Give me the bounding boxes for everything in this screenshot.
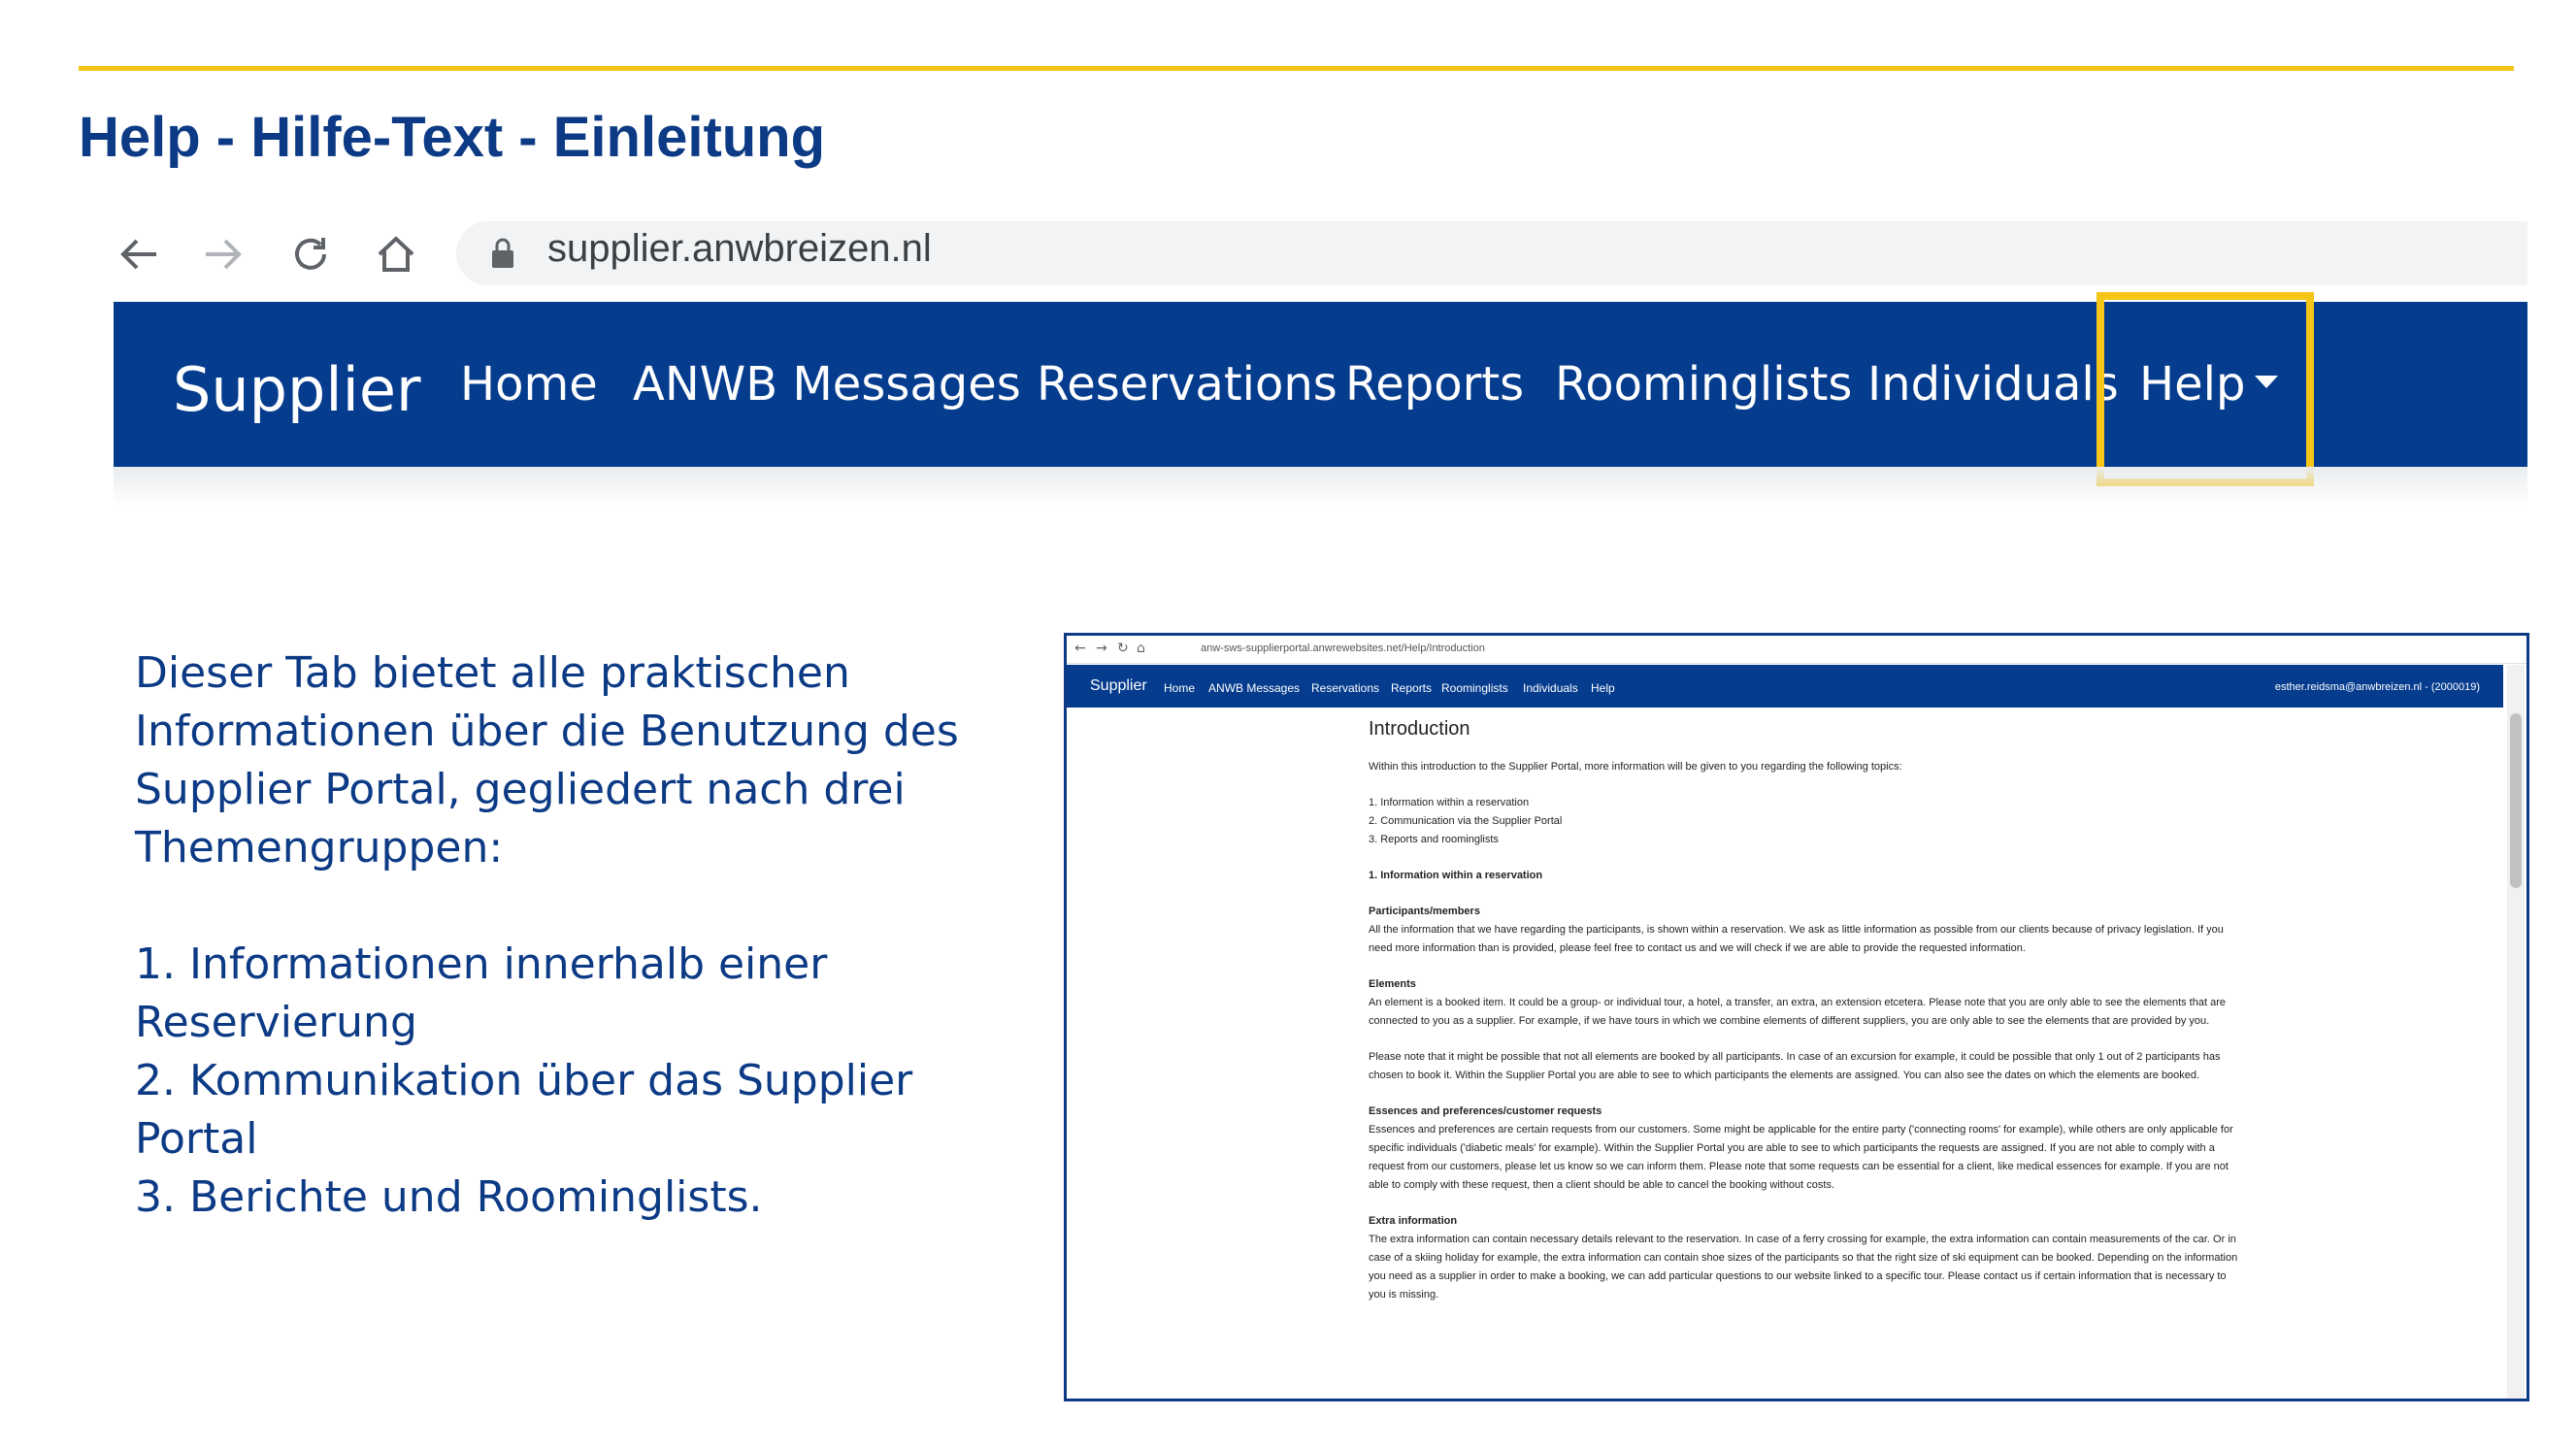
title-underline-rule — [79, 66, 2514, 71]
nav-item-home[interactable]: Home — [460, 357, 598, 412]
topic-item-3: 3. Berichte und Roominglists. — [135, 1172, 763, 1222]
nav-item-roominglists[interactable]: Roominglists — [1555, 357, 1853, 412]
screenshot-back-icon: ← — [1074, 641, 1086, 656]
nav-item-reports[interactable]: Reports — [1345, 357, 1525, 412]
back-arrow-icon[interactable] — [110, 225, 168, 283]
screenshot-brand: Supplier — [1090, 677, 1147, 694]
forward-arrow-icon[interactable] — [194, 225, 252, 283]
screenshot-nav-reports: Reports — [1391, 681, 1433, 695]
screenshot-topic-3: 3. Reports and roominglists — [1369, 834, 1499, 845]
description-text — [135, 644, 1008, 1227]
home-icon[interactable] — [367, 225, 425, 283]
screenshot-nav-messages: ANWB Messages — [1208, 681, 1301, 695]
screenshot-section-heading: 1. Information within a reservation — [1369, 870, 1543, 881]
nav-item-anwb-messages[interactable]: ANWB Messages — [633, 357, 1021, 412]
screenshot-subsection-text: The extra information can contain necessary details relevant to the reservation. In case of a ferry crossing for example, the extra information can contain measurements of the car. Or in case of a skiing holiday for example, the extra information can contain shoe sizes of the participants so that the right size of ski equipment can be booked. Depending on the information you need as a supplier in order to make a booking, we can add particular questions to our website linked to a specific tour. Please contact us if certain information that is necessary to you is missing. — [1369, 1234, 2238, 1301]
screenshot-subsection-text: All the information that we have regarding the participants, is shown within a reservation. We ask as little information as possible from our clients because of privacy legislation. If you need more information than is provided, please feel free to contact us and we will check if we are able to provide the requested information. — [1369, 924, 2224, 954]
screenshot-topic-1: 1. Information within a reservation — [1369, 797, 1530, 808]
screenshot-content — [1369, 718, 2242, 1322]
screenshot-subsection-text: Essences and preferences are certain requests from our customers. Some might be applicable for the entire party ('connecting rooms' for example), while others are only applicable for specific individuals ('diabetic meals' for example). Within the Supplier Portal you are able to see to which participants the requests are assigned. If you are not able to comply with a request from our customers, please let us know so we can inform them. Please note that some requests can be essential for a client, like medical essences for example. If you are not able to comply with these request, then a client should be able to cancel the booking without costs. — [1369, 1124, 2233, 1191]
reload-icon[interactable] — [281, 225, 340, 283]
help-highlight-box — [2097, 292, 2314, 486]
screenshot-subsection-title: Extra information — [1369, 1215, 1458, 1227]
navbar-brand[interactable]: Supplier — [173, 354, 421, 425]
screenshot-subsection-title: Essences and preferences/customer requests — [1369, 1105, 1602, 1117]
screenshot-forward-icon: → — [1096, 641, 1107, 656]
screenshot-subsection-text: An element is a booked item. It could be a group- or individual tour, a hotel, a transfer, an extra, an extension etcetera. Please note that you are only able to see the elements that are connected to you as a supplier. For example, if we have tours in which we combine elements of different suppliers, you are only able to see the elements that are provided by you. — [1369, 997, 2226, 1027]
screenshot-home-icon: ⌂ — [1137, 641, 1145, 656]
topic-item-2: 2. Kommunikation über das Supplier Portal — [135, 1056, 913, 1164]
slide-title: Help - Hilfe-Text - Einleitung — [79, 106, 826, 169]
nav-item-help-label: Help — [2139, 357, 2246, 412]
help-page-screenshot — [1064, 633, 2529, 1401]
screenshot-intro: Within this introduction to the Supplier Portal, more information will be given to you regarding the following topics: — [1369, 761, 1902, 773]
screenshot-topic-2: 2. Communication via the Supplier Portal — [1369, 815, 1563, 827]
address-bar-url: supplier.anwbreizen.nl — [547, 227, 932, 270]
nav-item-reservations[interactable]: Reservations — [1037, 357, 1338, 412]
lock-icon — [491, 237, 514, 270]
navbar-shadow — [114, 467, 2527, 506]
screenshot-url: anw-sws-supplierportal.anwrewebsites.net/Help/Introduction — [1201, 642, 1485, 654]
nav-item-individuals[interactable]: Individuals — [1867, 357, 2119, 412]
description-paragraph: Dieser Tab bietet alle praktischen Informationen über die Benutzung des Supplier Portal, gegliedert nach drei Themengruppen: — [135, 648, 959, 873]
screenshot-subsection-text: Please note that it might be possible that not all elements are booked by all participants. In case of an excursion for example, it could be possible that only 1 out of 2 participants has chosen to book it. Within the Supplier Portal you are able to see to which participants the elements are assigned. You can also see the dates on which the elements are booked. — [1369, 1051, 2221, 1081]
screenshot-heading: Introduction — [1369, 718, 1470, 740]
screenshot-scrollbar-thumb — [2510, 713, 2522, 888]
screenshot-nav-home: Home — [1164, 681, 1196, 695]
topic-item-1: 1. Informationen innerhalb einer Reservierung — [135, 939, 828, 1047]
screenshot-nav-reservations: Reservations — [1311, 681, 1380, 695]
screenshot-nav-help: Help — [1591, 681, 1615, 695]
screenshot-reload-icon: ↻ — [1117, 641, 1129, 656]
screenshot-nav-individuals: Individuals — [1523, 681, 1578, 695]
screenshot-user-menu: esther.reidsma@anwbreizen.nl - (2000019) — [2274, 681, 2480, 693]
screenshot-subsection-title: Elements — [1369, 978, 1416, 990]
screenshot-subsection-title: Participants/members — [1369, 906, 1480, 917]
screenshot-nav-roominglists: Roominglists — [1441, 681, 1508, 695]
